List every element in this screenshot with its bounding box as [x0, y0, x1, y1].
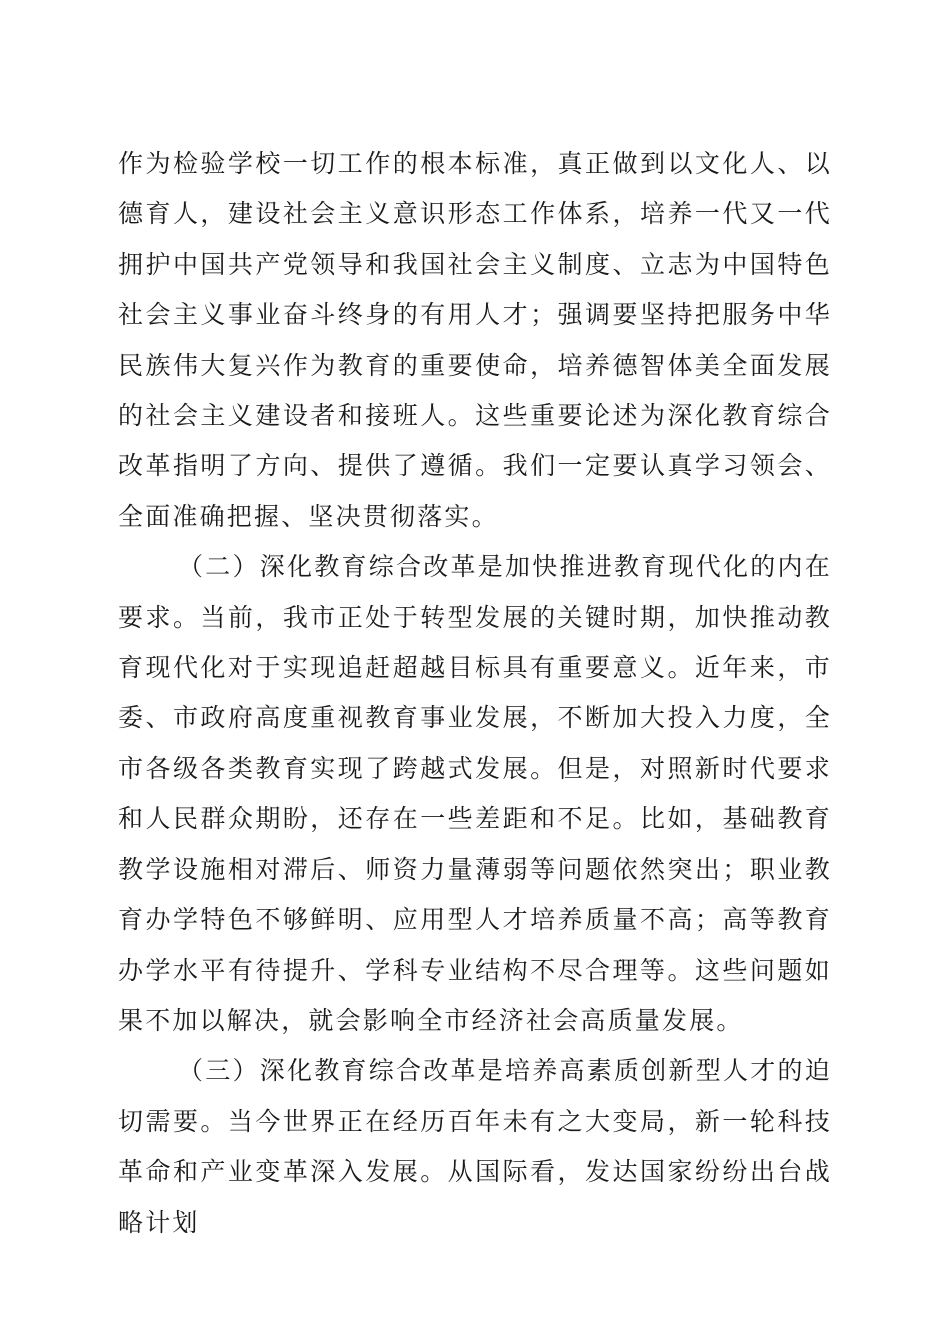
paragraph-section-two: （二）深化教育综合改革是加快推进教育现代化的内在要求。当前，我市正处于转型发展的关键时期，加快推动教育现代化对于实现追赶超越目标具有重要意义。近年来，市委、市政府高度重视教育事业发展，不断加大投入力度，全市各级各类教育实现了跨越式发展。但是，对照新时代要求和人民群众期盼，还存在一些差距和不足。比如，基础教育教学设施相对滞后、师资力量薄弱等问题依然突出；职业教育办学特色不够鲜明、应用型人才培养质量不高；高等教育办学水平有待提升、学科专业结构不尽合理等。这些问题如果不加以解决，就会影响全市经济社会高质量发展。 — [118, 552, 832, 1035]
body-text — [118, 139, 832, 1248]
paragraph-continued: 作为检验学校一切工作的根本标准，真正做到以文化人、以德育人，建设社会主义意识形态工作体系，培养一代又一代拥护中国共产党领导和我国社会主义制度、立志为中国特色社会主义事业奋斗终身的有用人才；强调要坚持把服务中华民族伟大复兴作为教育的重要使命，培养德智体美全面发展的社会主义建设者和接班人。这些重要论述为深化教育综合改革指明了方向、提供了遵循。我们一定要认真学习领会、全面准确把握、坚决贯彻落实。 — [118, 149, 832, 531]
paragraph-section-three: （三）深化教育综合改革是培养高素质创新型人才的迫切需要。当今世界正在经历百年未有之大变局，新一轮科技革命和产业变革深入发展。从国际看，发达国家纷纷出台战略计划 — [118, 1056, 832, 1237]
